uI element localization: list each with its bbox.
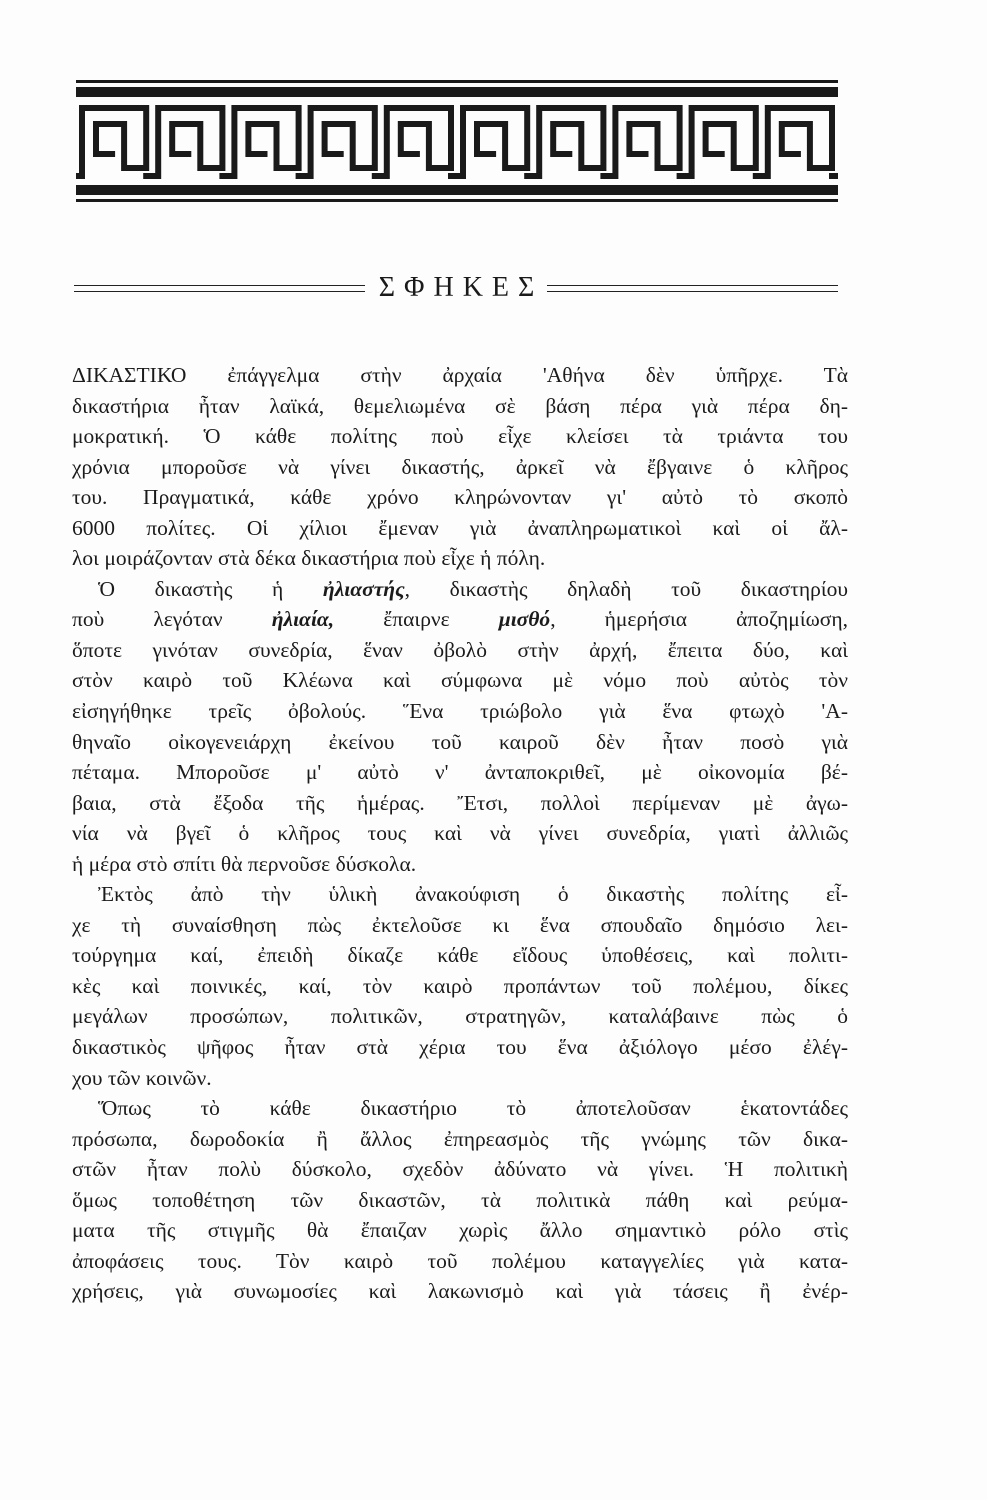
text-segment: ἔπαιρνε [334, 607, 499, 632]
text-line: του. Πραγματικά, κάθε χρόνο κληρώνονταν γι' αὐτὸ τὸ σκοπὸ [72, 485, 848, 510]
meander-unit [533, 108, 609, 176]
text-line: χε τὴ συναίσθηση πὼς ἐκτελοῦσε κι ἕνα σπουδαῖο δημόσιο λει- [72, 912, 848, 937]
text-line: χρήσεις, γιὰ συνωμοσίες καὶ λακωνισμὸ καὶ γιὰ τάσεις ἢ ἐνέρ- [72, 1279, 848, 1304]
text-line: στῶν ἦταν πολὺ δύσκολο, σχεδὸν ἀδύνατο νὰ γίνει. Ἡ πολιτικὴ [72, 1157, 848, 1182]
meander-unit [762, 108, 838, 176]
text-line: τούργημα καί, ἐπειδὴ δίκαζε κάθε εἴδους ὑποθέσεις, καὶ πολιτι- [72, 943, 848, 968]
meander-unit [305, 108, 381, 176]
text-segment: Ὁ δικαστὴς ἡ [98, 576, 323, 601]
text-segment: μισθό [498, 607, 551, 632]
body-text [72, 360, 848, 1307]
text-line: κὲς καὶ ποινικές, καί, τὸν καιρὸ προπάντων τοῦ πολέμου, δίκες [72, 973, 848, 998]
text-line: Ἐκτὸς ἀπὸ τὴν ὑλικὴ ἀνακούφιση ὁ δικαστὴς πολίτης εἶ- [98, 882, 848, 907]
text-line: ΔΙΚΑΣΤΙΚΟ ἐπάγγελμα στὴν ἀρχαία 'Αθήνα δὲν ὑπῆρχε. Τὰ [72, 363, 848, 387]
text-line: 6000 πολίτες. Οἱ χίλιοι ἔμεναν γιὰ ἀναπληρωματικοὶ καὶ οἱ ἄλ- [72, 515, 848, 540]
chapter-title: ΣΦΗΚΕΣ [378, 272, 544, 303]
text-line: εἰσηγήθηκε τρεῖς ὀβολούς. Ἕνα τριώβολο γιὰ ἕνα φτωχὸ 'Α- [72, 699, 848, 724]
text-line: μεγάλων προσώπων, πολιτικῶν, στρατηγῶν, καταλάβαινε πὼς ὁ [72, 1004, 848, 1029]
text-line: ὅποτε γινόταν συνεδρία, ἕναν ὀβολὸ στὴν ἀρχή, ἔπειτα δύο, καὶ [72, 637, 848, 662]
title-right-rule [547, 285, 838, 292]
meander-unit [609, 108, 685, 176]
text-segment: ἠλιαία, [271, 607, 335, 632]
text-line: νία νὰ βγεῖ ὁ κλῆρος τους καὶ νὰ γίνει συνεδρία, γιατὶ ἀλλιῶς [72, 821, 848, 846]
text-line: βαια, στὰ ἔξοδα τῆς ἡμέρας. Ἔτσι, πολλοὶ περίμεναν μὲ ἀγω- [72, 790, 848, 815]
text-line [72, 574, 848, 605]
text-line: ἀποφάσεις τους. Τὸν καιρὸ τοῦ πολέμου καταγγελίες γιὰ κατα- [72, 1248, 848, 1273]
text-line: θηναῖο οἰκογενειάρχη ἐκείνου τοῦ καιροῦ δὲν ἦταν ποσὸ γιὰ [72, 729, 848, 754]
chapter-title-row [74, 268, 838, 308]
text-line: χου τῶν κοινῶν. [72, 1065, 212, 1090]
text-line: στὸν καιρὸ τοῦ Κλέωνα καὶ σύμφωνα μὲ νόμο ποὺ αὐτὸς τὸν [72, 668, 848, 693]
text-line: πέταμα. Μποροῦσε μ' αὐτὸ ν' ἀνταποκριθεῖ, μὲ οἰκονομία βέ- [72, 760, 848, 785]
text-line: πρόσωπα, δωροδοκία ἢ ἄλλος ἐπηρεασμὸς τῆς γνώμης τῶν δικα- [72, 1126, 848, 1151]
text-segment: , ἡμερήσια ἀποζημίωση, [550, 607, 848, 632]
title-left-rule [74, 285, 365, 292]
text-line: δικαστικὸς ψῆφος ἦταν στὰ χέρια του ἕνα ἀξιόλογο μέσο ἐλέγ- [72, 1035, 848, 1060]
text-line: δικαστήρια ἦταν λαϊκά, θεμελιωμένα σὲ βάση πέρα γιὰ πέρα δη- [72, 393, 848, 418]
meander-unit [228, 108, 304, 176]
meander-unit [457, 108, 533, 176]
text-line: ὅμως τοποθέτηση τῶν δικαστῶν, τὰ πολιτικὰ πάθη καὶ ρεύμα- [72, 1187, 848, 1212]
meander-unit [686, 108, 762, 176]
meander-unit [381, 108, 457, 176]
text-line: μοκρατική. Ὁ κάθε πολίτης ποὺ εἶχε κλείσει τὰ τριάντα του [72, 424, 848, 449]
text-line: ἡ μέρα στὸ σπίτι θὰ περνοῦσε δύσκολα. [72, 851, 417, 876]
text-segment: , δικαστὴς δηλαδὴ τοῦ δικαστηρίου [404, 576, 848, 601]
text-line: Ὅπως τὸ κάθε δικαστήριο τὸ ἀποτελοῦσαν ἑκατοντάδες [98, 1096, 848, 1121]
greek-key-ornament [76, 80, 838, 202]
meander-unit [76, 108, 152, 176]
text-line: λοι μοιράζονταν στὰ δέκα δικαστήρια ποὺ εἶχε ἡ πόλη. [72, 546, 546, 571]
text-segment: ἠλιαστής [322, 576, 405, 601]
text-line [72, 604, 848, 635]
text-line: ματα τῆς στιγμῆς θὰ ἔπαιζαν χωρὶς ἄλλο σημαντικὸ ρόλο στὶς [72, 1218, 848, 1243]
text-segment: ποὺ λεγόταν [72, 607, 272, 632]
meander-unit [152, 108, 228, 176]
text-line: χρόνια μποροῦσε νὰ γίνει δικαστής, ἀρκεῖ νὰ ἔβγαινε ὁ κλῆρος [72, 454, 848, 479]
